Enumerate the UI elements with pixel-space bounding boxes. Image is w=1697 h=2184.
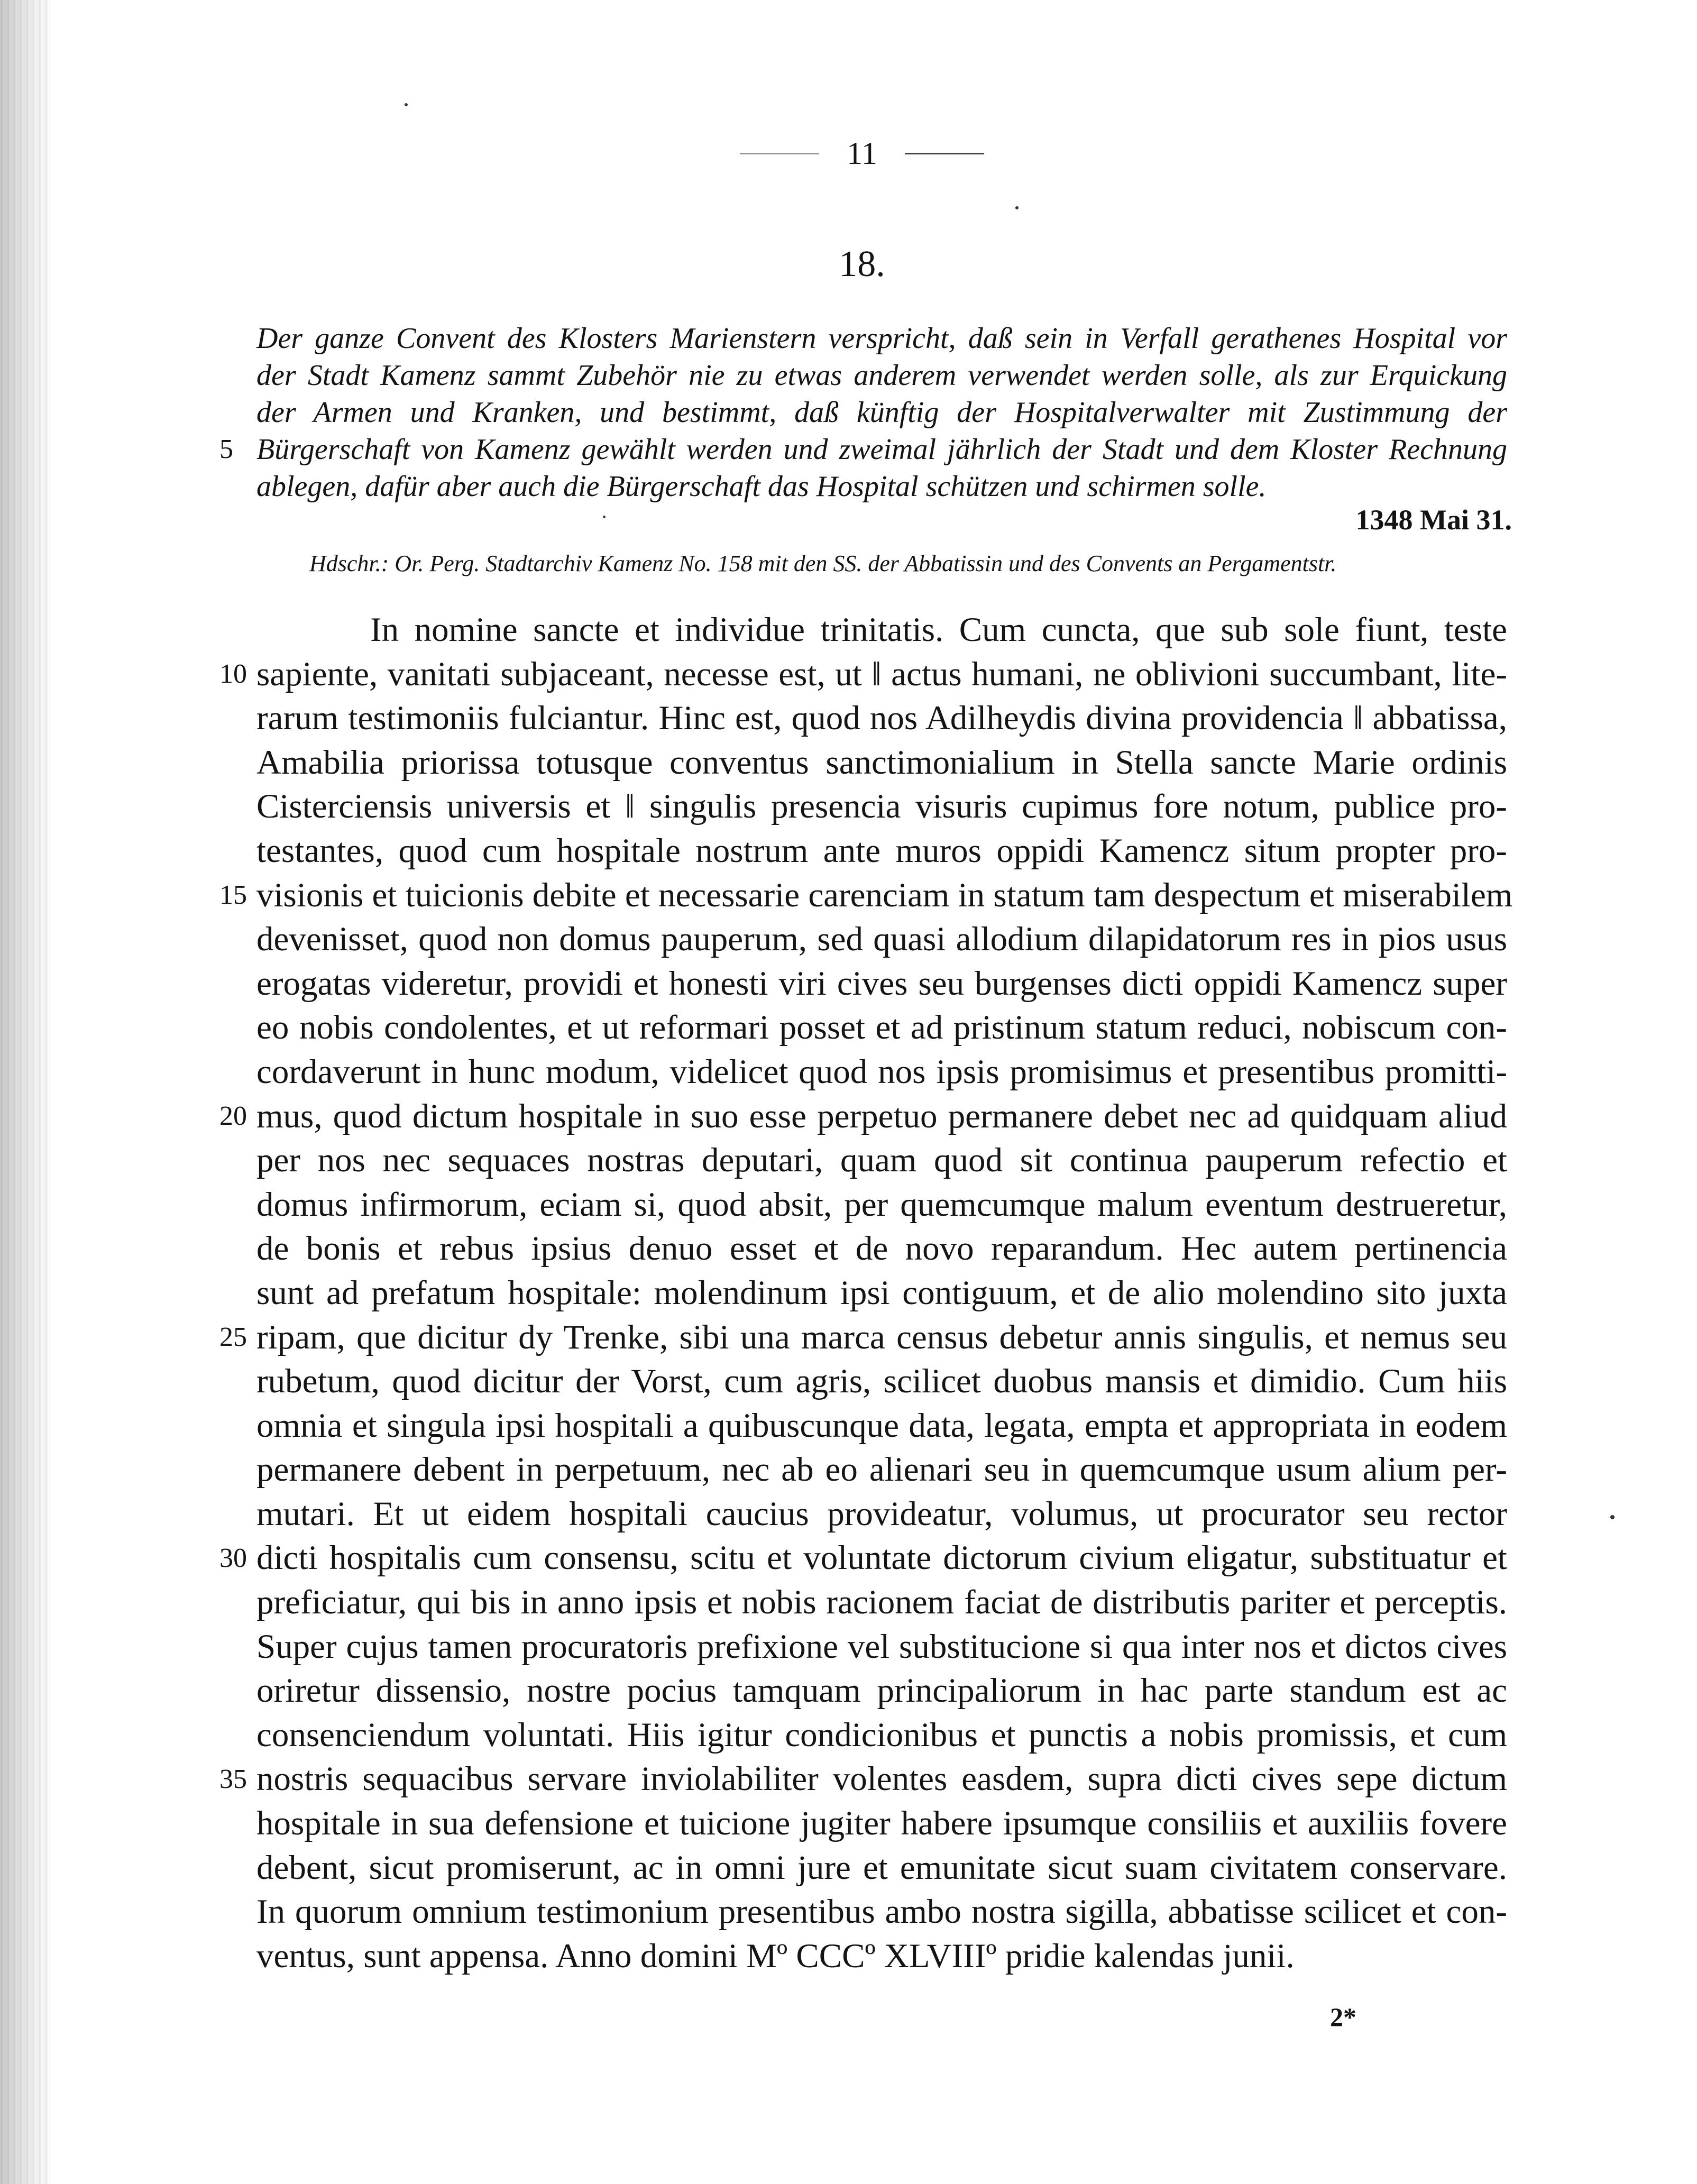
summary-line: Der ganze Convent des Klosters Marienstern verspricht, daß sein in Verfall gerathenes Hospital vor	[256, 322, 1507, 355]
body-line: Amabilia priorissa totusque conventus sanctimonialium in Stella sancte Marie ordinis	[256, 743, 1507, 782]
paper-speck	[1015, 206, 1019, 209]
body-line: domus infirmorum, eciam si, quod absit, per quemcumque malum eventum destrueretur,	[256, 1185, 1507, 1224]
body-line: per nos nec sequaces nostras deputari, quam quod sit continua pauperum refectio et	[256, 1141, 1507, 1180]
body-line: sapiente, vanitati subjaceant, necesse est, ut ‖ actus humani, ne oblivioni succumbant, lite-	[256, 655, 1507, 693]
margin-line-number: 10	[219, 659, 247, 689]
body-line: In quorum omnium testimonium presentibus ambo nostra sigilla, abbatisse scilicet et con-	[256, 1893, 1507, 1931]
summary-line: ablegen, dafür aber auch die Bürgerschaft das Hospital schützen und schirmen solle.	[256, 470, 1267, 503]
body-line: dicti hospitalis cum consensu, scitu et voluntate dictorum civium eligatur, substituatur et	[256, 1539, 1507, 1577]
margin-line-number: 15	[219, 880, 247, 910]
body-line: consenciendum voluntati. Hiis igitur condicionibus et punctis a nobis promissis, et cum	[256, 1715, 1507, 1754]
body-line: eo nobis condolentes, et ut reformari posset et ad pristinum statum reduci, nobiscum con-	[256, 1008, 1507, 1047]
body-line: mutari. Et ut eidem hospitali caucius provideatur, volumus, ut procurator seu rector	[256, 1494, 1507, 1533]
body-line: nostris sequacibus servare inviolabiliter volentes easdem, supra dicti cives sepe dictum	[256, 1760, 1507, 1798]
running-header	[703, 132, 1021, 175]
body-line: devenisset, quod non domus pauperum, sed quasi allodium dilapidatorum res in pios usus	[256, 920, 1507, 959]
page-number: 11	[847, 135, 877, 171]
body-line: debent, sicut promiserunt, ac in omni jure et emunitate sicut suam civitatem conservare.	[256, 1848, 1507, 1887]
summary-line: Bürgerschaft von Kamenz gewählt werden und zweimal jährlich der Stadt und dem Kloster Rechnung	[256, 433, 1507, 466]
body-line: ripam, que dicitur dy Trenke, sibi una marca census debetur annis singulis, et nemus seu	[256, 1318, 1507, 1356]
margin-line-number: 30	[219, 1543, 247, 1573]
body-line: oriretur dissensio, nostre pocius tamquam principaliorum in hac parte standum est ac	[256, 1672, 1507, 1710]
paper-speck	[603, 516, 606, 518]
printer-signature-mark: 2*	[1330, 2002, 1356, 2032]
body-line: In nomine sancte et individue trinitatis. Cum cuncta, que sub sole fiunt, teste	[370, 611, 1507, 649]
body-line: testantes, quod cum hospitale nostrum ante muros oppidi Kamencz situm propter pro-	[256, 831, 1507, 870]
body-line: preficiatur, qui bis in anno ipsis et nobis racionem faciat de distributis pariter et perceptis.	[256, 1583, 1507, 1622]
document-summary	[256, 320, 1507, 505]
body-line: ventus, sunt appensa. Anno domini Mº CCCº XLVIIIº pridie kalendas junii.	[256, 1937, 1295, 1975]
body-line: permanere debent in perpetuum, nec ab eo alienari seu in quemcumque usum alium per-	[256, 1451, 1507, 1489]
summary-line: der Armen und Kranken, und bestimmt, daß künftig der Hospitalverwalter mit Zustimmung der	[256, 396, 1507, 429]
margin-line-number: 25	[219, 1322, 247, 1352]
margin-line-number: 5	[219, 434, 233, 464]
paper-speck	[405, 103, 408, 106]
source-note: Hdschr.: Or. Perg. Stadtarchiv Kamenz No. 158 mit den SS. der Abbatissin und des Convents an Pergamentstr.	[309, 550, 1337, 576]
body-line: mus, quod dictum hospitale in suo esse perpetuo permanere debet nec ad quidquam aliud	[256, 1097, 1507, 1135]
margin-line-number: 20	[219, 1101, 247, 1131]
body-line: erogatas videretur, providi et honesti viri cives seu burgenses dicti oppidi Kamencz super	[256, 964, 1507, 1003]
header-dash-left	[740, 153, 819, 154]
document-body	[256, 608, 1513, 1978]
body-line: visionis et tuicionis debite et necessarie carenciam in statum tam despectum et miserabilem	[256, 876, 1513, 914]
body-line: de bonis et rebus ipsius denuo esset et de novo reparandum. Hec autem pertinencia	[256, 1229, 1507, 1268]
paper-speck	[1610, 1515, 1615, 1519]
body-line: omnia et singula ipsi hospitali a quibuscunque data, legata, empta et appropriata in eodem	[256, 1406, 1507, 1445]
book-binding-edge	[0, 0, 50, 2184]
header-dash-right	[905, 153, 984, 154]
body-line: sunt ad prefatum hospitale: molendinum ipsi contiguum, et de alio molendino sito juxta	[256, 1273, 1507, 1312]
body-line: rubetum, quod dicitur der Vorst, cum agris, scilicet duobus mansis et dimidio. Cum hiis	[256, 1362, 1507, 1401]
document-number: 18.	[839, 244, 885, 285]
body-line: hospitale in sua defensione et tuicione jugiter habere ipsumque consiliis et auxiliis fovere	[256, 1804, 1507, 1843]
margin-line-number: 35	[219, 1764, 247, 1794]
body-line: cordaverunt in hunc modum, videlicet quod nos ipsis promisimus et presentibus promitti-	[256, 1052, 1507, 1091]
document-date: 1348 Mai 31.	[1355, 504, 1512, 536]
summary-line: der Stadt Kamenz sammt Zubehör nie zu etwas anderem verwendet werden solle, als zur Erquickung	[256, 359, 1507, 392]
body-line: Super cujus tamen procuratoris prefixione vel substitucione si qua inter nos et dictos cives	[256, 1627, 1507, 1666]
body-line: rarum testimoniis fulciantur. Hinc est, quod nos Adilheydis divina providencia ‖ abbatissa,	[256, 699, 1507, 738]
body-line: Cisterciensis universis et ‖ singulis presencia visuris cupimus fore notum, publice pro-	[256, 787, 1507, 826]
